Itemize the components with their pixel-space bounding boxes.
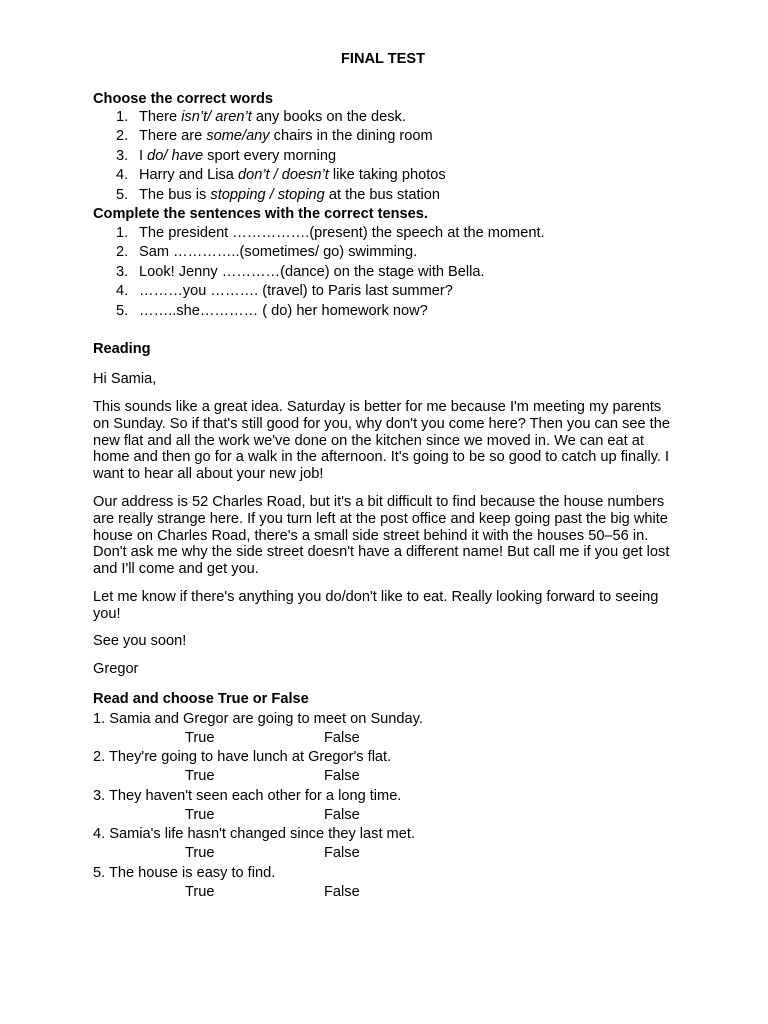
letter-paragraph-3: Let me know if there's anything you do/don't like to eat. Really looking forward to seeing you! [93,589,659,622]
item-text: Harry and Lisa don’t / doesn’t like taking photos [139,167,446,184]
section-heading-true-false: Read and choose True or False [93,691,309,707]
tf-question-4: 4. Samia's life hasn't changed since they last met. [93,826,415,842]
tf-question-2: 2. They're going to have lunch at Gregor's flat. [93,749,392,765]
item-text: Sam …………..(sometimes/ go) swimming. [139,244,418,261]
item-text: There isn’t/ aren’t any books on the desk. [139,109,406,125]
true-option: True [185,845,215,861]
item-number: 5. [116,186,129,203]
true-option: True [185,807,215,823]
item-text: Look! Jenny …………(dance) on the stage with Bella. [139,263,485,280]
item-text: There are some/any chairs in the dining room [139,128,433,145]
item-number: 2. [116,128,129,145]
item-number: 3. [116,147,129,164]
item-text: The president …………….(present) the speech at the moment. [139,225,545,241]
word-choice: isn’t/ aren’t [181,109,252,125]
section-heading-choose-words: Choose the correct words [93,91,274,107]
item-number: 3. [116,263,129,280]
word-choice: don’t / doesn’t [237,167,329,184]
letter-signature: Gregor [93,661,139,677]
page-title: FINAL TEST [340,51,426,67]
false-option: False [324,845,360,861]
false-option: False [324,884,360,900]
letter-paragraph-2: Our address is 52 Charles Road, but it's a bit difficult to find because the house numbers are really strange here. If you turn left at the post office and keep going past the big white house on Charles Road, there's a small side street behind it with the houses 50–56 in. Don't ask me why the side street doesn't have a different name! But call me if you get lost and I'll come and get you. [93,494,670,578]
letter-greeting: Hi Samia, [93,371,157,387]
word-choice: stopping / stoping [210,186,325,203]
letter-closing: See you soon! [93,633,187,649]
item-number: 4. [116,283,129,300]
tf-question-5: 5. The house is easy to find. [93,865,276,881]
tf-question-3: 3. They haven't seen each other for a long time. [93,788,402,804]
section-heading-complete-tenses: Complete the sentences with the correct tenses. [93,206,428,222]
item-number: 5. [116,302,129,319]
item-text: I do/ have sport every morning [139,147,337,164]
word-choice: some/any [206,128,270,145]
letter-paragraph-1: This sounds like a great idea. Saturday is better for me because I'm meeting my parents on Sunday. So if that's still good for you, why don't you come here? Then you can see the new flat and all the work we've done on the kitchen since we moved in. We can eat at home and then go for a walk in the afternoon. It's going to be so good to catch up finally. I want to hear all about your new job! [93,399,670,483]
word-choice: do/ have [147,147,204,164]
true-option: True [185,768,215,784]
item-number: 4. [116,167,129,184]
item-text: ………you ………. (travel) to Paris last summer? [139,283,453,300]
tf-question-1: 1. Samia and Gregor are going to meet on Sunday. [93,711,423,727]
item-text: ……..she………… ( do) her homework now? [139,302,428,319]
false-option: False [324,730,360,746]
true-option: True [185,730,215,746]
false-option: False [324,768,360,784]
item-number: 2. [116,244,129,261]
section-heading-reading: Reading [93,341,151,357]
true-option: True [185,884,215,900]
item-number: 1. [116,109,129,125]
item-text: The bus is stopping / stoping at the bus station [139,186,441,203]
false-option: False [324,807,360,823]
item-number: 1. [116,225,129,241]
